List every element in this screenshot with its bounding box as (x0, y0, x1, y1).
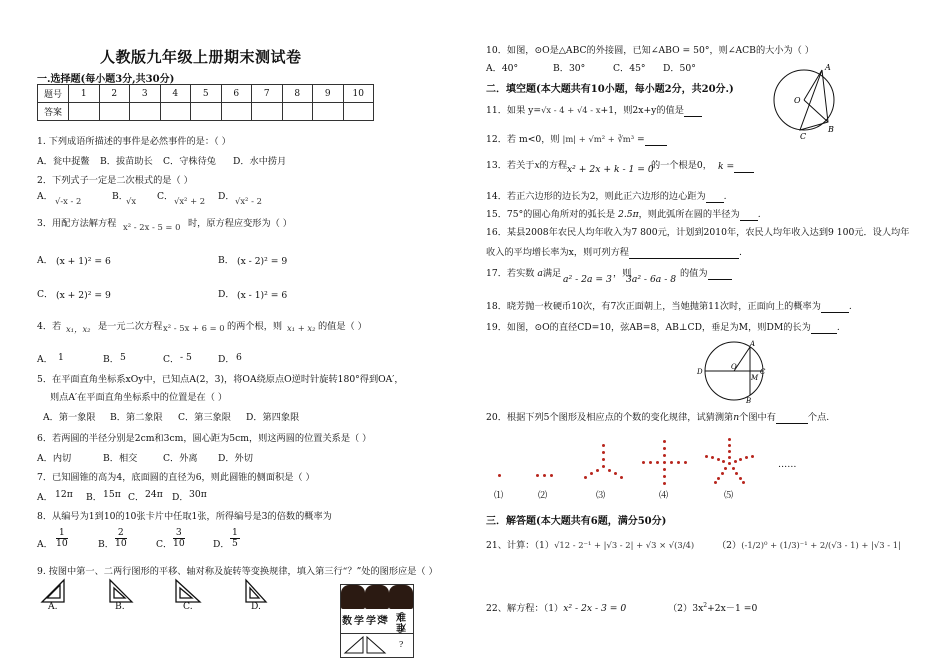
q13-equation: x² + 2x + k - 1 = 0 (567, 164, 654, 175)
q19-label-m: M (751, 374, 759, 382)
q20-dot (717, 458, 720, 461)
q3-option-c: C． (37, 289, 54, 300)
q20-dot (677, 461, 680, 464)
q20-dot (663, 468, 666, 471)
q4-val-d: 6 (236, 352, 242, 363)
answer-cell[interactable] (343, 103, 374, 121)
q19-label-o: O (731, 363, 737, 371)
q8-option-d: D． (213, 539, 230, 550)
q20-dot (739, 477, 742, 480)
q4-option-c: C． (163, 354, 180, 365)
q3-expr-a: (x + 1)² = 6 (56, 256, 111, 267)
q9-grid-triangles (343, 635, 387, 655)
q20-dot (663, 454, 666, 457)
q20-label-4: ⑷ (659, 490, 669, 501)
q4-val-b: 5 (120, 352, 126, 363)
q20-ellipsis: …… (778, 459, 797, 470)
table-number-cell: 1 (69, 85, 100, 103)
question-5-line1: 5．在平面直角坐标系xOy中，已知点A(2，3)，将OA绕原点O逆时针旋转180°得到OA′， (37, 374, 404, 385)
q10-option-b: B．30° (553, 63, 586, 74)
q3-expr-b: (x - 2)² = 9 (237, 256, 288, 267)
q20-dot (728, 438, 731, 441)
q7-option-b: B． (86, 492, 102, 503)
table-answer-label: 答案 (38, 103, 69, 121)
q20-dot (584, 476, 587, 479)
q20-dot (550, 474, 553, 477)
q7-val-c: 24π (145, 489, 163, 500)
q10-label-c: C (800, 132, 807, 140)
q9-shape-b (110, 580, 132, 602)
q2-expr-d: √x² - 2 (235, 196, 262, 206)
q5-option-a: A．第一象限 (43, 412, 96, 423)
question-7: 7．已知圆锥的高为4，底面圆的直径为6，则此圆锥的侧面积是（ ） (37, 472, 315, 483)
table-number-cell: 2 (99, 85, 130, 103)
q4-val-c: - 5 (180, 352, 192, 363)
q3-expr-d: (x - 1)² = 6 (237, 290, 288, 301)
question-2: 2．下列式子一定是二次根式的是（ ） (37, 175, 193, 186)
q9-option-d: D. (251, 601, 261, 612)
q8-option-a: A． (37, 539, 53, 550)
q20-dot (739, 458, 742, 461)
q7-val-b: 15π (103, 489, 121, 500)
q20-dot (663, 475, 666, 478)
q20-dot (742, 481, 745, 484)
answer-cell[interactable] (191, 103, 222, 121)
q7-option-c: C． (128, 492, 145, 503)
q9-question-mark: ? (399, 640, 404, 649)
q20-dot (724, 467, 727, 470)
q3-expr-c: (x + 2)² = 9 (56, 290, 111, 301)
q9-option-shapes (38, 578, 268, 606)
q20-dot (728, 462, 731, 465)
q9-cell-text: 数 (375, 614, 387, 625)
answer-cell[interactable] (313, 103, 344, 121)
q13-text: 的一个根是0， (651, 160, 712, 171)
answer-table-answer-row (38, 103, 374, 121)
q9-pattern-grid (340, 584, 414, 658)
q6-option-a: A．内切 (37, 453, 72, 464)
q17-expr: 3a² - 6a - 8 (626, 274, 677, 285)
q10-circle-figure (770, 60, 840, 140)
q20-dot (663, 440, 666, 443)
q9-option-b: B. (115, 601, 125, 612)
answer-cell[interactable] (99, 103, 130, 121)
q20-dot (711, 456, 714, 459)
page-title: 人教版九年级上册期末测试卷 (100, 48, 302, 66)
q9-cell-text: 数 (342, 616, 352, 627)
q20-label-2: ⑵ (538, 490, 548, 501)
q9-shape-a (42, 580, 64, 602)
q5-option-c: C．第三象限 (178, 412, 231, 423)
q20-dot (705, 455, 708, 458)
q20-dot (745, 456, 748, 459)
question-9: 9. 按图中第一、二两行图形的平移、轴对称及旋转等变换规律，填入第三行“？”处的图形应是（ ） (37, 566, 438, 577)
q20-dot (728, 450, 731, 453)
question-13: 13．若关于x的方程 (486, 160, 568, 171)
q20-dot (721, 472, 724, 475)
q20-dot (717, 477, 720, 480)
answer-cell[interactable] (282, 103, 313, 121)
q9-cell-avatar (389, 585, 413, 609)
q17-text: ，则 (613, 268, 632, 279)
q2-option-c: C． (157, 191, 174, 202)
q2-expr-a: √-x - 2 (55, 196, 82, 206)
answer-table (37, 84, 374, 121)
question-16-line2: 收入的平均增长率为x，则可列方程 . (486, 247, 742, 258)
q19-label-d: D (697, 368, 703, 376)
q20-label-3: ⑶ (596, 490, 606, 501)
question-12: 12．若 m<0，则 |m| + √m² + ∛m³ = (486, 131, 667, 146)
q9-shape-d (246, 580, 266, 602)
q20-dot (590, 472, 593, 475)
q19-label-b: B (746, 397, 752, 404)
q20-dot (602, 465, 605, 468)
q20-dot (608, 469, 611, 472)
q20-dot (602, 451, 605, 454)
q20-dot (642, 461, 645, 464)
q9-shape-c (176, 580, 200, 602)
answer-cell[interactable] (69, 103, 100, 121)
q20-dot (602, 444, 605, 447)
question-16-line1: 16．某县2008年农民人均年收入为7 800元，计划到2010年，农民人均年收入达到9 100元．设人均年 (486, 227, 910, 238)
q20-dot (649, 461, 652, 464)
answer-cell[interactable] (221, 103, 252, 121)
answer-cell[interactable] (160, 103, 191, 121)
q20-dot (596, 469, 599, 472)
q7-option-a: A． (37, 492, 53, 503)
q8-fraction-b: $\frac{2}{10}$ (115, 527, 127, 550)
q9-option-c: C. (183, 601, 193, 612)
q3-tail: 时，原方程应变形为（ ） (188, 218, 292, 229)
q19-circle-figure (694, 338, 768, 404)
section-choice-heading: 一.选择题(每小题3分,共30分) (37, 74, 175, 85)
q20-label-5: ⑸ (724, 490, 734, 501)
q3-option-b: B． (218, 255, 234, 266)
q17-answer: 的值为 (680, 265, 732, 280)
question-15: 15．75°的圆心角所对的弧长是 2.5π，则此弧所在圆的半径为 . (486, 209, 761, 220)
q20-dot (751, 455, 754, 458)
q20-dot (543, 474, 546, 477)
q4-val-a: 1 (58, 352, 64, 363)
q9-cell-text: 难 (396, 613, 406, 624)
table-number-cell: 4 (160, 85, 191, 103)
q20-dot (684, 461, 687, 464)
q8-fraction-c: $\frac{3}{10}$ (173, 527, 185, 550)
q19-label-a: A (750, 340, 756, 348)
q5-option-d: D．第四象限 (246, 412, 300, 423)
q6-option-d: D．外切 (218, 453, 253, 464)
answer-cell[interactable] (252, 103, 283, 121)
q20-dot (663, 447, 666, 450)
q2-option-b: B． (112, 191, 128, 202)
question-6: 6．若两圆的半径分别是2cm和3cm，圆心距为5cm，则这两圆的位置关系是（ ） (37, 433, 372, 444)
table-number-cell: 10 (343, 85, 374, 103)
q10-label-b: B (828, 125, 834, 134)
q2-option-a: A． (37, 191, 53, 202)
q20-dot (663, 482, 666, 485)
q20-dot (602, 458, 605, 461)
q7-option-d: D． (172, 492, 189, 503)
question-1: 1. 下列成语所描述的事件是必然事件的是：（ ） (37, 136, 231, 147)
q5-option-b: B．第二象限 (110, 412, 163, 423)
q9-cell-text: 学 (366, 616, 376, 627)
q4-option-a: A． (37, 354, 53, 365)
question-4: 4．若 (37, 321, 62, 332)
q20-dot (714, 481, 717, 484)
q20-dot (656, 461, 659, 464)
table-number-cell: 5 (191, 85, 222, 103)
q10-option-a: A．40° (486, 63, 519, 74)
table-number-cell: 6 (221, 85, 252, 103)
question-22-part2: $(2)3x^2+2x-1 =0$ (668, 601, 758, 614)
q4-expr: x₁ + x₂ (287, 323, 316, 333)
q20-dot (728, 456, 731, 459)
question-5-line2: 则点A′在平面直角坐标系中的位置是在（ ） (50, 392, 228, 403)
q9-cell-text: 难 (396, 621, 406, 632)
q20-dot (498, 474, 501, 477)
q6-option-c: C．外离 (163, 453, 198, 464)
divider (341, 633, 413, 634)
q20-dot (620, 476, 623, 479)
question-20: 20．根据下列5个图形及相应点的个数的变化规律，试猜测第n个图中有 个点. (486, 412, 830, 423)
q20-dot (735, 472, 738, 475)
answer-table-header-row (38, 85, 374, 103)
q9-cell-text: 学 (354, 616, 364, 627)
table-number-cell: 9 (313, 85, 344, 103)
q9-option-a: A. (48, 601, 58, 612)
q20-dot (670, 461, 673, 464)
q9-cell-avatar (341, 585, 365, 609)
q4-equation: x² - 5x + 6 = 0 (163, 323, 225, 333)
question-22: 22、解方程：（1）x² - 2x - 3 = 0 (486, 603, 627, 614)
table-row-label: 题号 (38, 85, 69, 103)
table-number-cell: 7 (252, 85, 283, 103)
q1-option-d: D．水中捞月 (233, 156, 287, 167)
q2-expr-c: √x² + 2 (174, 196, 206, 206)
q8-option-c: C． (156, 539, 173, 550)
question-3: 3．用配方法解方程 (37, 218, 117, 229)
question-17: 17．若实数 a满足 (486, 268, 562, 279)
q20-dot (732, 467, 735, 470)
question-8: 8．从编号为1到10的10张卡片中任取1张，所得编号是3的倍数的概率为 (37, 511, 332, 522)
q7-val-d: 30π (189, 489, 207, 500)
table-number-cell: 8 (282, 85, 313, 103)
q4-option-d: D． (218, 354, 235, 365)
question-21-part2: （2）(-1/2)⁰ + (1/3)⁻¹ + 2/(√3 - 1) + |√3 - 1| (717, 540, 901, 551)
question-18: 18．晓芳抛一枚硬币10次，有7次正面朝上，当她抛第11次时，正面向上的概率为 . (486, 301, 852, 312)
q4-option-b: B． (103, 354, 119, 365)
q20-dot (734, 460, 737, 463)
q1-option-c: C．守株待兔 (163, 156, 216, 167)
q3-option-d: D． (218, 289, 235, 300)
q13-answer: k = (718, 161, 754, 173)
q20-dot (536, 474, 539, 477)
q8-option-b: B． (98, 539, 114, 550)
q17-equation: a² - 2a = 3 (563, 274, 612, 285)
q19-label-c: C (760, 368, 766, 376)
section-fill-heading: 二．填空题(本大题共有10小题，每小题2分，共20分.) (486, 84, 734, 95)
question-10: 10．如图，⊙O是△ABC的外接圆，已知∠ABO = 50°，则∠ACB的大小为（ ） (486, 45, 814, 56)
q20-dot (663, 461, 666, 464)
question-14: 14．若正六边形的边长为2，则此正六边形的边心距为 . (486, 191, 727, 202)
q7-val-a: 12π (55, 489, 73, 500)
q20-dot (614, 472, 617, 475)
q4-text-c: 的两个根，则 (227, 321, 283, 332)
table-number-cell: 3 (130, 85, 161, 103)
q10-option-d: D．50° (663, 63, 696, 74)
q10-label-a: A (825, 63, 831, 72)
q3-equation: x² - 2x - 5 = 0 (123, 222, 181, 232)
q10-label-o: O (794, 96, 801, 105)
q10-option-c: C．45° (613, 63, 646, 74)
q8-fraction-a: $\frac{1}{10}$ (56, 527, 68, 550)
q20-label-1: ⑴ (494, 490, 504, 501)
question-21: 21、计算：（1）√12 - 2⁻¹ + |√3 - 2| + √3 × √(3/4) (486, 540, 695, 551)
q8-fraction-d: $\frac{1}{5}$ (232, 527, 238, 550)
q9-cell-avatar (365, 585, 389, 609)
q1-option-a: A．瓮中捉鳖 (37, 156, 90, 167)
answer-cell[interactable] (130, 103, 161, 121)
section-solve-heading: 三．解答题(本大题共有6题，满分50分) (486, 516, 667, 527)
q2-expr-b: √x (126, 196, 137, 206)
q4-vars: x₁，x₂ (66, 324, 91, 334)
q1-option-b: B．拔苗助长 (100, 156, 153, 167)
q2-option-d: D． (218, 191, 235, 202)
q20-dot (722, 460, 725, 463)
q4-text-b: 是一元二次方程 (98, 321, 163, 332)
q6-option-b: B．相交 (103, 453, 138, 464)
question-11: 11．如果 y=√x - 4 + √4 - x+1，则2x+y的值是 (486, 102, 702, 117)
q3-option-a: A． (37, 255, 53, 266)
question-19: 19．如图，⊙O的直径CD=10，弦AB=8，AB⊥CD，垂足为M，则DM的长为 . (486, 322, 840, 333)
q4-text-d: 的值是（ ） (318, 321, 367, 332)
q20-dot (728, 444, 731, 447)
